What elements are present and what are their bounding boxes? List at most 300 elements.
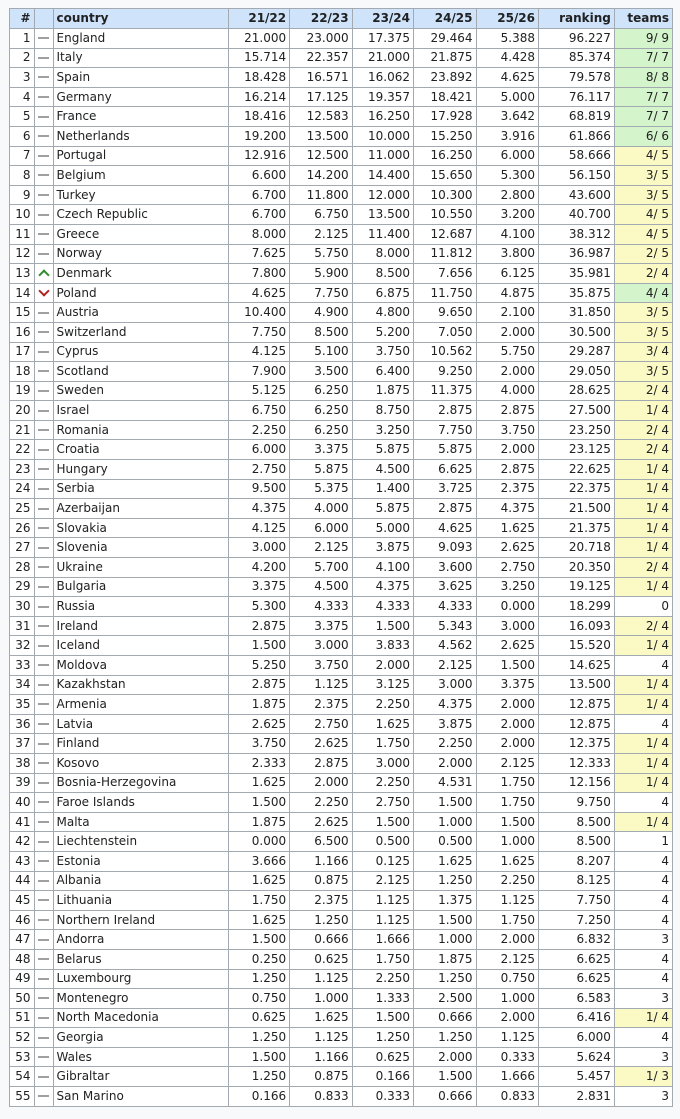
country-name[interactable]: Northern Ireland (53, 910, 228, 930)
season-2526: 2.125 (476, 753, 539, 773)
country-name[interactable]: Norway (53, 244, 228, 264)
season-2526: 2.000 (476, 440, 539, 460)
table-row (10, 185, 673, 205)
season-2122: 7.625 (228, 244, 289, 264)
trend-cell (34, 989, 53, 1009)
country-name[interactable]: Andorra (53, 930, 228, 950)
uefa-coefficient-table (9, 8, 673, 1107)
country-name[interactable]: San Marino (53, 1087, 228, 1107)
season-2122: 3.666 (228, 851, 289, 871)
season-2324: 0.333 (352, 1087, 413, 1107)
country-name[interactable]: Belgium (53, 166, 228, 186)
trend-cell (34, 68, 53, 88)
trend-unchanged-icon (38, 468, 49, 470)
season-2223: 6.750 (290, 205, 353, 225)
season-2122: 2.250 (228, 420, 289, 440)
trend-cell (34, 577, 53, 597)
country-name[interactable]: Luxembourg (53, 969, 228, 989)
teams-remaining: 3 (614, 1087, 672, 1107)
season-2526: 1.125 (476, 1028, 539, 1048)
season-2425: 2.500 (414, 989, 477, 1009)
season-2526: 2.800 (476, 185, 539, 205)
trend-unchanged-icon (38, 723, 49, 725)
table-row (10, 420, 673, 440)
season-2223: 22.357 (290, 48, 353, 68)
table-row (10, 126, 673, 146)
country-name[interactable]: Azerbaijan (53, 499, 228, 519)
season-2425: 2.125 (414, 656, 477, 676)
country-name[interactable]: Czech Republic (53, 205, 228, 225)
ranking-value: 36.987 (539, 244, 615, 264)
country-name[interactable]: Liechtenstein (53, 832, 228, 852)
teams-remaining: 1/ 4 (614, 1008, 672, 1028)
trend-cell (34, 126, 53, 146)
ranking-value: 38.312 (539, 224, 615, 244)
country-name[interactable]: Belarus (53, 949, 228, 969)
season-2526: 1.500 (476, 656, 539, 676)
trend-unchanged-icon (38, 684, 49, 686)
season-2324: 1.500 (352, 616, 413, 636)
ranking-value: 29.287 (539, 342, 615, 362)
trend-unchanged-icon (38, 860, 49, 862)
ranking-value: 8.125 (539, 871, 615, 891)
season-2526: 6.125 (476, 264, 539, 284)
header-season-2122[interactable]: 21/22 (228, 9, 289, 29)
country-name[interactable]: Spain (53, 68, 228, 88)
rank-number: 31 (10, 616, 35, 636)
country-name[interactable]: North Macedonia (53, 1008, 228, 1028)
table-row (10, 753, 673, 773)
trend-unchanged-icon (38, 919, 49, 921)
country-name[interactable]: France (53, 107, 228, 127)
teams-remaining: 1/ 4 (614, 812, 672, 832)
rank-number: 48 (10, 949, 35, 969)
season-2122: 5.250 (228, 656, 289, 676)
season-2122: 2.875 (228, 616, 289, 636)
ranking-value: 76.117 (539, 87, 615, 107)
season-2122: 16.214 (228, 87, 289, 107)
table-row (10, 87, 673, 107)
season-2223: 1.000 (290, 989, 353, 1009)
country-name[interactable]: Italy (53, 48, 228, 68)
country-name[interactable]: Lithuania (53, 891, 228, 911)
season-2526: 3.000 (476, 616, 539, 636)
season-2526: 3.750 (476, 420, 539, 440)
season-2425: 1.375 (414, 891, 477, 911)
table-row (10, 440, 673, 460)
season-2122: 1.625 (228, 773, 289, 793)
country-name[interactable]: Ukraine (53, 558, 228, 578)
teams-remaining: 4 (614, 656, 672, 676)
season-2223: 4.333 (290, 597, 353, 617)
table-row (10, 793, 673, 813)
trend-cell (34, 636, 53, 656)
country-name[interactable]: Greece (53, 224, 228, 244)
season-2122: 15.714 (228, 48, 289, 68)
season-2122: 3.750 (228, 734, 289, 754)
country-name[interactable]: Ireland (53, 616, 228, 636)
table-body (10, 29, 673, 1107)
trend-unchanged-icon (38, 1017, 49, 1019)
country-name[interactable]: Switzerland (53, 322, 228, 342)
season-2122: 0.750 (228, 989, 289, 1009)
rank-number: 33 (10, 656, 35, 676)
country-name[interactable]: Denmark (53, 264, 228, 284)
ranking-value: 23.125 (539, 440, 615, 460)
country-name[interactable]: Gibraltar (53, 1067, 228, 1087)
trend-cell (34, 656, 53, 676)
rank-number: 27 (10, 538, 35, 558)
season-2122: 5.125 (228, 381, 289, 401)
ranking-value: 15.520 (539, 636, 615, 656)
season-2324: 5.875 (352, 440, 413, 460)
table-row (10, 538, 673, 558)
header-rank-number[interactable]: # (10, 9, 35, 29)
country-name[interactable]: Wales (53, 1047, 228, 1067)
trend-cell (34, 871, 53, 891)
header-season-2223[interactable]: 22/23 (290, 9, 353, 29)
trend-unchanged-icon (38, 76, 49, 78)
season-2324: 5.000 (352, 518, 413, 538)
country-name[interactable]: Malta (53, 812, 228, 832)
teams-remaining: 4 (614, 793, 672, 813)
teams-remaining: 7/ 7 (614, 107, 672, 127)
season-2223: 4.900 (290, 303, 353, 323)
table-row (10, 695, 673, 715)
country-name[interactable]: Albania (53, 871, 228, 891)
trend-cell (34, 1087, 53, 1107)
season-2425: 21.875 (414, 48, 477, 68)
ranking-value: 40.700 (539, 205, 615, 225)
teams-remaining: 4 (614, 851, 672, 871)
country-name[interactable]: Netherlands (53, 126, 228, 146)
season-2324: 0.125 (352, 851, 413, 871)
season-2122: 18.416 (228, 107, 289, 127)
season-2425: 1.500 (414, 793, 477, 813)
season-2324: 5.200 (352, 322, 413, 342)
ranking-value: 35.981 (539, 264, 615, 284)
season-2324: 4.375 (352, 577, 413, 597)
teams-remaining: 1/ 4 (614, 499, 672, 519)
rank-number: 51 (10, 1008, 35, 1028)
season-2324: 2.250 (352, 969, 413, 989)
season-2526: 4.875 (476, 283, 539, 303)
season-2324: 3.250 (352, 420, 413, 440)
trend-cell (34, 675, 53, 695)
season-2526: 4.100 (476, 224, 539, 244)
table-row (10, 244, 673, 264)
header-season-2324[interactable]: 23/24 (352, 9, 413, 29)
season-2223: 12.500 (290, 146, 353, 166)
ranking-value: 23.250 (539, 420, 615, 440)
country-name[interactable]: Bulgaria (53, 577, 228, 597)
country-name[interactable]: Kazakhstan (53, 675, 228, 695)
season-2526: 1.666 (476, 1067, 539, 1087)
trend-cell (34, 616, 53, 636)
ranking-value: 19.125 (539, 577, 615, 597)
country-name[interactable]: Turkey (53, 185, 228, 205)
season-2425: 1.000 (414, 930, 477, 950)
table-row (10, 1008, 673, 1028)
season-2122: 6.700 (228, 205, 289, 225)
season-2526: 2.375 (476, 479, 539, 499)
season-2122: 1.875 (228, 812, 289, 832)
header-ranking[interactable]: ranking (539, 9, 615, 29)
season-2425: 7.750 (414, 420, 477, 440)
trend-unchanged-icon (38, 841, 49, 843)
season-2526: 2.875 (476, 401, 539, 421)
season-2526: 2.875 (476, 460, 539, 480)
ranking-value: 61.866 (539, 126, 615, 146)
season-2425: 3.625 (414, 577, 477, 597)
season-2526: 6.000 (476, 146, 539, 166)
season-2324: 2.250 (352, 773, 413, 793)
teams-remaining: 1/ 4 (614, 773, 672, 793)
season-2324: 0.166 (352, 1067, 413, 1087)
season-2223: 6.000 (290, 518, 353, 538)
header-teams[interactable]: teams (614, 9, 672, 29)
ranking-value: 5.624 (539, 1047, 615, 1067)
trend-unchanged-icon (38, 566, 49, 568)
rank-number: 19 (10, 381, 35, 401)
trend-cell (34, 342, 53, 362)
season-2223: 6.500 (290, 832, 353, 852)
teams-remaining: 4/ 4 (614, 283, 672, 303)
trend-cell (34, 753, 53, 773)
country-name[interactable]: Germany (53, 87, 228, 107)
trend-cell (34, 166, 53, 186)
trend-cell (34, 420, 53, 440)
ranking-value: 18.299 (539, 597, 615, 617)
country-name[interactable]: Hungary (53, 460, 228, 480)
trend-unchanged-icon (38, 96, 49, 98)
season-2526: 2.000 (476, 734, 539, 754)
ranking-value: 7.750 (539, 891, 615, 911)
teams-remaining: 4 (614, 891, 672, 911)
country-name[interactable]: Cyprus (53, 342, 228, 362)
country-name[interactable]: England (53, 29, 228, 49)
header-country[interactable]: country (53, 9, 228, 29)
trend-cell (34, 460, 53, 480)
season-2122: 1.250 (228, 969, 289, 989)
rank-number: 46 (10, 910, 35, 930)
country-name[interactable]: Scotland (53, 362, 228, 382)
season-2122: 9.500 (228, 479, 289, 499)
country-name[interactable]: Russia (53, 597, 228, 617)
country-name[interactable]: Portugal (53, 146, 228, 166)
country-name[interactable]: Faroe Islands (53, 793, 228, 813)
season-2425: 18.421 (414, 87, 477, 107)
season-2425: 1.625 (414, 851, 477, 871)
season-2526: 4.000 (476, 381, 539, 401)
season-2526: 2.000 (476, 714, 539, 734)
table-row (10, 479, 673, 499)
country-name[interactable]: Sweden (53, 381, 228, 401)
season-2425: 7.656 (414, 264, 477, 284)
teams-remaining: 3/ 5 (614, 166, 672, 186)
trend-unchanged-icon (38, 214, 49, 216)
teams-remaining: 4 (614, 910, 672, 930)
trend-unchanged-icon (38, 449, 49, 451)
season-2425: 15.250 (414, 126, 477, 146)
trend-cell (34, 322, 53, 342)
season-2324: 6.875 (352, 283, 413, 303)
rank-number: 24 (10, 479, 35, 499)
table-row (10, 773, 673, 793)
season-2223: 2.375 (290, 695, 353, 715)
season-2324: 8.000 (352, 244, 413, 264)
country-name[interactable]: Slovakia (53, 518, 228, 538)
country-name[interactable]: Slovenia (53, 538, 228, 558)
season-2223: 1.125 (290, 675, 353, 695)
season-2425: 3.600 (414, 558, 477, 578)
table-row (10, 283, 673, 303)
country-name[interactable]: Latvia (53, 714, 228, 734)
season-2526: 1.125 (476, 891, 539, 911)
season-2324: 1.500 (352, 812, 413, 832)
season-2223: 1.250 (290, 910, 353, 930)
season-2324: 2.250 (352, 695, 413, 715)
teams-remaining: 3/ 4 (614, 342, 672, 362)
trend-cell (34, 48, 53, 68)
season-2526: 5.750 (476, 342, 539, 362)
table-row (10, 656, 673, 676)
country-name[interactable]: Finland (53, 734, 228, 754)
country-name[interactable]: Bosnia-Herzegovina (53, 773, 228, 793)
season-2425: 4.333 (414, 597, 477, 617)
season-2324: 3.000 (352, 753, 413, 773)
country-name[interactable]: Kosovo (53, 753, 228, 773)
table-row (10, 48, 673, 68)
season-2223: 6.250 (290, 381, 353, 401)
country-name[interactable]: Austria (53, 303, 228, 323)
season-2223: 3.375 (290, 616, 353, 636)
table-row (10, 381, 673, 401)
rank-number: 1 (10, 29, 35, 49)
trend-unchanged-icon (38, 429, 49, 431)
ranking-value: 8.500 (539, 812, 615, 832)
season-2425: 10.300 (414, 185, 477, 205)
trend-cell (34, 851, 53, 871)
season-2223: 14.200 (290, 166, 353, 186)
season-2324: 5.875 (352, 499, 413, 519)
teams-remaining: 2/ 4 (614, 264, 672, 284)
rank-number: 21 (10, 420, 35, 440)
trend-cell (34, 891, 53, 911)
table-row (10, 146, 673, 166)
rank-number: 55 (10, 1087, 35, 1107)
season-2526: 1.750 (476, 910, 539, 930)
table-row (10, 1087, 673, 1107)
trend-unchanged-icon (38, 880, 49, 882)
season-2425: 10.562 (414, 342, 477, 362)
table-row (10, 636, 673, 656)
teams-remaining: 1/ 4 (614, 479, 672, 499)
trend-unchanged-icon (38, 703, 49, 705)
country-name[interactable]: Israel (53, 401, 228, 421)
ranking-value: 28.625 (539, 381, 615, 401)
country-name[interactable]: Poland (53, 283, 228, 303)
trend-cell (34, 205, 53, 225)
country-name[interactable]: Montenegro (53, 989, 228, 1009)
season-2223: 5.375 (290, 479, 353, 499)
trend-cell (34, 1067, 53, 1087)
season-2324: 16.250 (352, 107, 413, 127)
country-name[interactable]: Moldova (53, 656, 228, 676)
trend-unchanged-icon (38, 782, 49, 784)
season-2223: 0.625 (290, 949, 353, 969)
country-name[interactable]: Estonia (53, 851, 228, 871)
ranking-value: 6.625 (539, 949, 615, 969)
country-name[interactable]: Croatia (53, 440, 228, 460)
rank-number: 45 (10, 891, 35, 911)
country-name[interactable]: Romania (53, 420, 228, 440)
season-2324: 1.625 (352, 714, 413, 734)
ranking-value: 12.875 (539, 695, 615, 715)
country-name[interactable]: Armenia (53, 695, 228, 715)
trend-unchanged-icon (38, 547, 49, 549)
season-2122: 6.700 (228, 185, 289, 205)
trend-cell (34, 734, 53, 754)
ranking-value: 68.819 (539, 107, 615, 127)
season-2223: 0.875 (290, 1067, 353, 1087)
table-row (10, 577, 673, 597)
country-name[interactable]: Serbia (53, 479, 228, 499)
rank-number: 47 (10, 930, 35, 950)
season-2122: 7.900 (228, 362, 289, 382)
ranking-value: 20.718 (539, 538, 615, 558)
teams-remaining: 6/ 6 (614, 126, 672, 146)
season-2122: 8.000 (228, 224, 289, 244)
trend-cell (34, 107, 53, 127)
season-2223: 2.125 (290, 538, 353, 558)
season-2425: 1.250 (414, 871, 477, 891)
season-2324: 12.000 (352, 185, 413, 205)
table-row (10, 910, 673, 930)
country-name[interactable]: Iceland (53, 636, 228, 656)
rank-number: 41 (10, 812, 35, 832)
header-season-2526[interactable]: 25/26 (476, 9, 539, 29)
trend-unchanged-icon (38, 1056, 49, 1058)
season-2324: 10.000 (352, 126, 413, 146)
ranking-value: 29.050 (539, 362, 615, 382)
season-2122: 1.750 (228, 891, 289, 911)
ranking-value: 8.207 (539, 851, 615, 871)
ranking-value: 56.150 (539, 166, 615, 186)
header-season-2425[interactable]: 24/25 (414, 9, 477, 29)
ranking-value: 21.375 (539, 518, 615, 538)
rank-number: 3 (10, 68, 35, 88)
season-2122: 5.300 (228, 597, 289, 617)
trend-cell (34, 969, 53, 989)
teams-remaining: 4 (614, 714, 672, 734)
ranking-value: 9.750 (539, 793, 615, 813)
season-2526: 2.125 (476, 949, 539, 969)
season-2324: 3.833 (352, 636, 413, 656)
season-2223: 17.125 (290, 87, 353, 107)
season-2122: 6.750 (228, 401, 289, 421)
teams-remaining: 4 (614, 871, 672, 891)
trend-down-icon (38, 285, 49, 296)
season-2223: 0.666 (290, 930, 353, 950)
rank-number: 52 (10, 1028, 35, 1048)
ranking-value: 6.416 (539, 1008, 615, 1028)
season-2324: 0.625 (352, 1047, 413, 1067)
trend-cell (34, 29, 53, 49)
season-2526: 3.200 (476, 205, 539, 225)
rank-number: 28 (10, 558, 35, 578)
country-name[interactable]: Georgia (53, 1028, 228, 1048)
